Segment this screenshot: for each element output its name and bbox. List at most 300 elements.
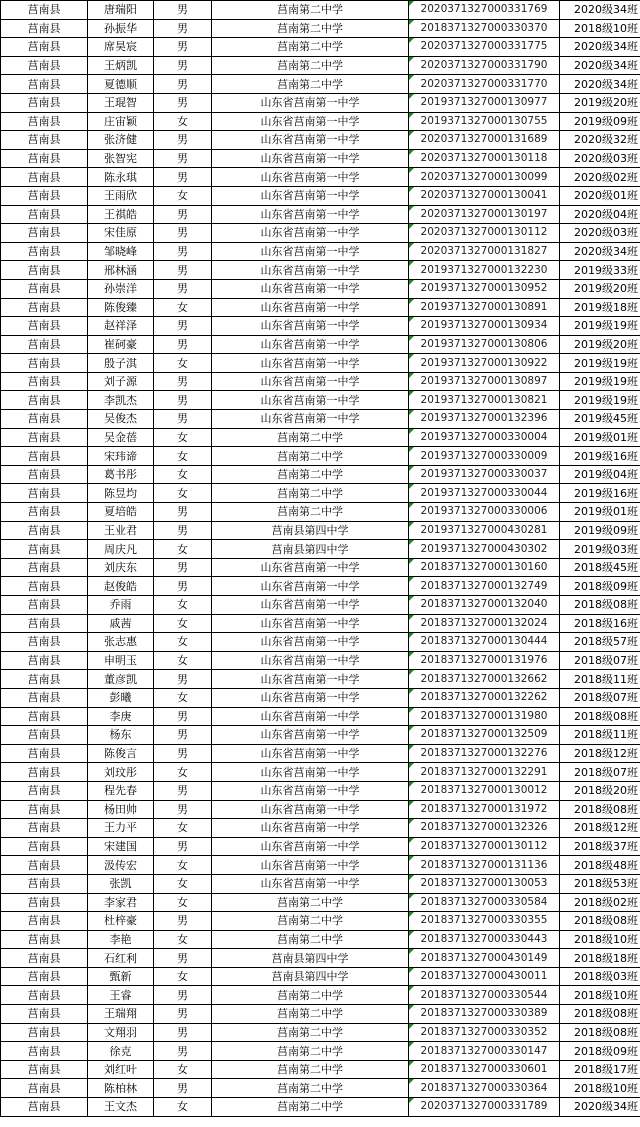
name-cell: 王雨欣: [88, 186, 154, 205]
gender-cell: 女: [154, 484, 212, 503]
student-id-cell: 2018371327000130160: [409, 558, 560, 577]
name-cell: 程先春: [88, 781, 154, 800]
student-id-cell: 2019371327000130806: [409, 335, 560, 354]
school-cell: 山东省莒南第一中学: [212, 688, 409, 707]
class-cell: 2019级19班: [560, 391, 640, 410]
school-cell: 山东省莒南第一中学: [212, 112, 409, 131]
school-cell: 莒南第二中学: [212, 1098, 409, 1117]
county-cell: 莒南县: [1, 744, 88, 763]
table-row: [1, 781, 640, 800]
class-cell: 2020级04班: [560, 205, 640, 224]
name-cell: 赵俊皓: [88, 577, 154, 596]
gender-cell: 男: [154, 503, 212, 522]
county-cell: 莒南县: [1, 856, 88, 875]
table-row: [1, 428, 640, 447]
school-cell: 山东省莒南第一中学: [212, 874, 409, 893]
student-id-cell: 2020371327000331789: [409, 1098, 560, 1117]
table-row: [1, 131, 640, 150]
school-cell: 山东省莒南第一中学: [212, 391, 409, 410]
school-cell: 山东省莒南第一中学: [212, 633, 409, 652]
class-cell: 2018级02班: [560, 893, 640, 912]
name-cell: 陈昱均: [88, 484, 154, 503]
table-row: [1, 503, 640, 522]
name-cell: 汲传宏: [88, 856, 154, 875]
student-id-cell: 2018371327000132291: [409, 763, 560, 782]
school-cell: 山东省莒南第一中学: [212, 354, 409, 373]
student-id-cell: 2019371327000330044: [409, 484, 560, 503]
name-cell: 宋玮谛: [88, 447, 154, 466]
class-cell: 2020级03班: [560, 224, 640, 243]
table-row: [1, 558, 640, 577]
name-cell: 张志惠: [88, 633, 154, 652]
name-cell: 孙崇洋: [88, 279, 154, 298]
school-cell: 山东省莒南第一中学: [212, 819, 409, 838]
student-id-cell: 2019371327000330037: [409, 465, 560, 484]
student-id-cell: 2018371327000132326: [409, 819, 560, 838]
table-row: [1, 707, 640, 726]
class-cell: 2020级02班: [560, 168, 640, 187]
gender-cell: 男: [154, 707, 212, 726]
name-cell: 乔雨: [88, 596, 154, 615]
table-row: [1, 856, 640, 875]
table-row: [1, 93, 640, 112]
school-cell: 山东省莒南第一中学: [212, 614, 409, 633]
gender-cell: 男: [154, 521, 212, 540]
school-cell: 山东省莒南第一中学: [212, 707, 409, 726]
gender-cell: 女: [154, 186, 212, 205]
gender-cell: 女: [154, 614, 212, 633]
name-cell: 王祺皓: [88, 205, 154, 224]
table-row: [1, 1098, 640, 1117]
table-row: [1, 75, 640, 94]
county-cell: 莒南县: [1, 19, 88, 38]
school-cell: 莒南第二中学: [212, 893, 409, 912]
table-row: [1, 688, 640, 707]
county-cell: 莒南县: [1, 503, 88, 522]
county-cell: 莒南县: [1, 149, 88, 168]
gender-cell: 女: [154, 596, 212, 615]
student-id-cell: 2019371327000130922: [409, 354, 560, 373]
name-cell: 甄新: [88, 967, 154, 986]
name-cell: 夏德顺: [88, 75, 154, 94]
name-cell: 夏培皓: [88, 503, 154, 522]
county-cell: 莒南县: [1, 763, 88, 782]
class-cell: 2020级34班: [560, 242, 640, 261]
student-id-cell: 2020371327000331769: [409, 1, 560, 20]
class-cell: 2019级16班: [560, 447, 640, 466]
county-cell: 莒南县: [1, 354, 88, 373]
student-id-cell: 2018371327000330544: [409, 986, 560, 1005]
county-cell: 莒南县: [1, 112, 88, 131]
class-cell: 2018级10班: [560, 986, 640, 1005]
name-cell: 李家君: [88, 893, 154, 912]
county-cell: 莒南县: [1, 1, 88, 20]
student-id-cell: 2020371327000130112: [409, 224, 560, 243]
student-id-cell: 2019371327000132396: [409, 410, 560, 429]
school-cell: 莒南县第四中学: [212, 949, 409, 968]
class-cell: 2019级16班: [560, 484, 640, 503]
school-cell: 莒南县第四中学: [212, 540, 409, 559]
name-cell: 戚茜: [88, 614, 154, 633]
name-cell: 王文杰: [88, 1098, 154, 1117]
table-row: [1, 447, 640, 466]
name-cell: 席昊宸: [88, 38, 154, 57]
county-cell: 莒南县: [1, 1023, 88, 1042]
name-cell: 彭曦: [88, 688, 154, 707]
class-cell: 2019级20班: [560, 279, 640, 298]
school-cell: 山东省莒南第一中学: [212, 298, 409, 317]
class-cell: 2018级37班: [560, 837, 640, 856]
county-cell: 莒南县: [1, 317, 88, 336]
class-cell: 2019级19班: [560, 354, 640, 373]
class-cell: 2018级11班: [560, 670, 640, 689]
county-cell: 莒南县: [1, 521, 88, 540]
table-row: [1, 354, 640, 373]
gender-cell: 女: [154, 1060, 212, 1079]
class-cell: 2020级34班: [560, 1, 640, 20]
gender-cell: 女: [154, 930, 212, 949]
name-cell: 文翔羽: [88, 1023, 154, 1042]
class-cell: 2018级12班: [560, 744, 640, 763]
class-cell: 2019级19班: [560, 372, 640, 391]
class-cell: 2019级03班: [560, 540, 640, 559]
gender-cell: 女: [154, 465, 212, 484]
county-cell: 莒南县: [1, 298, 88, 317]
gender-cell: 男: [154, 335, 212, 354]
gender-cell: 男: [154, 744, 212, 763]
county-cell: 莒南县: [1, 168, 88, 187]
school-cell: 莒南第二中学: [212, 1005, 409, 1024]
gender-cell: 男: [154, 558, 212, 577]
school-cell: 莒南县第四中学: [212, 521, 409, 540]
table-row: [1, 1079, 640, 1098]
table-row: [1, 112, 640, 131]
class-cell: 2018级08班: [560, 912, 640, 931]
gender-cell: 女: [154, 447, 212, 466]
student-id-cell: 2019371327000430302: [409, 540, 560, 559]
table-row: [1, 1005, 640, 1024]
class-cell: 2018级16班: [560, 614, 640, 633]
school-cell: 山东省莒南第一中学: [212, 577, 409, 596]
name-cell: 陈永琪: [88, 168, 154, 187]
class-cell: 2018级10班: [560, 19, 640, 38]
school-cell: 山东省莒南第一中学: [212, 335, 409, 354]
table-row: [1, 168, 640, 187]
table-row: [1, 298, 640, 317]
student-id-cell: 2020371327000130041: [409, 186, 560, 205]
county-cell: 莒南县: [1, 540, 88, 559]
student-id-cell: 2018371327000132749: [409, 577, 560, 596]
county-cell: 莒南县: [1, 38, 88, 57]
county-cell: 莒南县: [1, 633, 88, 652]
gender-cell: 男: [154, 800, 212, 819]
class-cell: 2018级57班: [560, 633, 640, 652]
student-id-cell: 2019371327000130952: [409, 279, 560, 298]
class-cell: 2018级08班: [560, 707, 640, 726]
class-cell: 2018级20班: [560, 781, 640, 800]
table-row: [1, 670, 640, 689]
gender-cell: 男: [154, 410, 212, 429]
name-cell: 杨东: [88, 726, 154, 745]
gender-cell: 女: [154, 540, 212, 559]
gender-cell: 女: [154, 1098, 212, 1117]
gender-cell: 男: [154, 781, 212, 800]
county-cell: 莒南县: [1, 651, 88, 670]
student-id-cell: 2018371327000131976: [409, 651, 560, 670]
class-cell: 2018级07班: [560, 651, 640, 670]
school-cell: 山东省莒南第一中学: [212, 93, 409, 112]
table-row: [1, 1042, 640, 1061]
student-id-cell: 2018371327000330147: [409, 1042, 560, 1061]
student-id-cell: 2020371327000130099: [409, 168, 560, 187]
table-row: [1, 930, 640, 949]
name-cell: 杨田帅: [88, 800, 154, 819]
class-cell: 2019级45班: [560, 410, 640, 429]
county-cell: 莒南县: [1, 372, 88, 391]
county-cell: 莒南县: [1, 261, 88, 280]
county-cell: 莒南县: [1, 967, 88, 986]
table-row: [1, 986, 640, 1005]
gender-cell: 女: [154, 428, 212, 447]
gender-cell: 男: [154, 56, 212, 75]
county-cell: 莒南县: [1, 224, 88, 243]
class-cell: 2018级08班: [560, 1023, 640, 1042]
school-cell: 莒南第二中学: [212, 1, 409, 20]
county-cell: 莒南县: [1, 335, 88, 354]
school-cell: 山东省莒南第一中学: [212, 372, 409, 391]
name-cell: 孙振华: [88, 19, 154, 38]
name-cell: 庄宙颖: [88, 112, 154, 131]
county-cell: 莒南县: [1, 242, 88, 261]
county-cell: 莒南县: [1, 56, 88, 75]
student-id-cell: 2018371327000132024: [409, 614, 560, 633]
table-row: [1, 893, 640, 912]
gender-cell: 女: [154, 967, 212, 986]
gender-cell: 男: [154, 149, 212, 168]
student-id-cell: 2018371327000430011: [409, 967, 560, 986]
name-cell: 李庚: [88, 707, 154, 726]
gender-cell: 男: [154, 577, 212, 596]
gender-cell: 男: [154, 986, 212, 1005]
table-row: [1, 819, 640, 838]
county-cell: 莒南县: [1, 577, 88, 596]
county-cell: 莒南县: [1, 819, 88, 838]
school-cell: 山东省莒南第一中学: [212, 800, 409, 819]
school-cell: 山东省莒南第一中学: [212, 279, 409, 298]
county-cell: 莒南县: [1, 391, 88, 410]
student-id-cell: 2020371327000331770: [409, 75, 560, 94]
table-row: [1, 19, 640, 38]
table-row: [1, 149, 640, 168]
student-id-cell: 2018371327000132040: [409, 596, 560, 615]
gender-cell: 男: [154, 1023, 212, 1042]
table-row: [1, 279, 640, 298]
class-cell: 2020级34班: [560, 38, 640, 57]
school-cell: 山东省莒南第一中学: [212, 410, 409, 429]
table-row: [1, 186, 640, 205]
class-cell: 2019级18班: [560, 298, 640, 317]
student-id-cell: 2019371327000130891: [409, 298, 560, 317]
school-cell: 山东省莒南第一中学: [212, 186, 409, 205]
gender-cell: 男: [154, 261, 212, 280]
name-cell: 石红利: [88, 949, 154, 968]
school-cell: 莒南第二中学: [212, 912, 409, 931]
gender-cell: 女: [154, 856, 212, 875]
gender-cell: 女: [154, 763, 212, 782]
county-cell: 莒南县: [1, 279, 88, 298]
class-cell: 2018级07班: [560, 763, 640, 782]
school-cell: 莒南第二中学: [212, 1060, 409, 1079]
class-cell: 2020级34班: [560, 56, 640, 75]
class-cell: 2018级07班: [560, 688, 640, 707]
school-cell: 山东省莒南第一中学: [212, 558, 409, 577]
school-cell: 山东省莒南第一中学: [212, 149, 409, 168]
class-cell: 2019级20班: [560, 335, 640, 354]
student-id-cell: 2019371327000330009: [409, 447, 560, 466]
student-id-cell: 2018371327000130112: [409, 837, 560, 856]
school-cell: 山东省莒南第一中学: [212, 242, 409, 261]
county-cell: 莒南县: [1, 484, 88, 503]
gender-cell: 男: [154, 837, 212, 856]
table-row: [1, 949, 640, 968]
class-cell: 2018级10班: [560, 930, 640, 949]
class-cell: 2018级08班: [560, 1005, 640, 1024]
school-cell: 山东省莒南第一中学: [212, 856, 409, 875]
table-row: [1, 596, 640, 615]
county-cell: 莒南县: [1, 707, 88, 726]
gender-cell: 男: [154, 75, 212, 94]
class-cell: 2018级12班: [560, 819, 640, 838]
table-row: [1, 56, 640, 75]
gender-cell: 男: [154, 1079, 212, 1098]
student-id-cell: 2020371327000131827: [409, 242, 560, 261]
county-cell: 莒南县: [1, 837, 88, 856]
county-cell: 莒南县: [1, 131, 88, 150]
school-cell: 莒南第二中学: [212, 1079, 409, 1098]
table-row: [1, 1, 640, 20]
gender-cell: 男: [154, 1042, 212, 1061]
gender-cell: 男: [154, 38, 212, 57]
gender-cell: 男: [154, 372, 212, 391]
name-cell: 殷子淇: [88, 354, 154, 373]
class-cell: 2020级01班: [560, 186, 640, 205]
name-cell: 赵祥泽: [88, 317, 154, 336]
class-cell: 2019级09班: [560, 521, 640, 540]
county-cell: 莒南县: [1, 1079, 88, 1098]
class-cell: 2019级01班: [560, 503, 640, 522]
school-cell: 莒南第二中学: [212, 503, 409, 522]
school-cell: 莒南第二中学: [212, 986, 409, 1005]
school-cell: 山东省莒南第一中学: [212, 131, 409, 150]
school-cell: 莒南第二中学: [212, 465, 409, 484]
student-id-cell: 2018371327000330355: [409, 912, 560, 931]
student-id-cell: 2019371327000330004: [409, 428, 560, 447]
name-cell: 刘庆东: [88, 558, 154, 577]
table-body: [1, 1, 640, 1117]
gender-cell: 男: [154, 1005, 212, 1024]
student-id-cell: 2018371327000330584: [409, 893, 560, 912]
student-id-cell: 2018371327000132662: [409, 670, 560, 689]
school-cell: 山东省莒南第一中学: [212, 205, 409, 224]
gender-cell: 男: [154, 19, 212, 38]
student-id-cell: 2019371327000132230: [409, 261, 560, 280]
student-id-cell: 2019371327000130897: [409, 372, 560, 391]
class-cell: 2018级11班: [560, 726, 640, 745]
name-cell: 刘子源: [88, 372, 154, 391]
name-cell: 葛书彤: [88, 465, 154, 484]
name-cell: 李艳: [88, 930, 154, 949]
table-row: [1, 242, 640, 261]
student-id-cell: 2018371327000132276: [409, 744, 560, 763]
county-cell: 莒南县: [1, 558, 88, 577]
class-cell: 2020级34班: [560, 1098, 640, 1117]
student-id-cell: 2018371327000430149: [409, 949, 560, 968]
gender-cell: 女: [154, 633, 212, 652]
class-cell: 2018级53班: [560, 874, 640, 893]
name-cell: 王睿: [88, 986, 154, 1005]
student-id-cell: 2018371327000330352: [409, 1023, 560, 1042]
gender-cell: 男: [154, 670, 212, 689]
table-row: [1, 837, 640, 856]
class-cell: 2018级48班: [560, 856, 640, 875]
name-cell: 刘红叶: [88, 1060, 154, 1079]
student-id-cell: 2018371327000130444: [409, 633, 560, 652]
table-row: [1, 205, 640, 224]
school-cell: 山东省莒南第一中学: [212, 726, 409, 745]
table-row: [1, 335, 640, 354]
county-cell: 莒南县: [1, 410, 88, 429]
county-cell: 莒南县: [1, 874, 88, 893]
student-id-cell: 2018371327000132509: [409, 726, 560, 745]
name-cell: 陈俊言: [88, 744, 154, 763]
class-cell: 2020级32班: [560, 131, 640, 150]
name-cell: 张济健: [88, 131, 154, 150]
gender-cell: 男: [154, 726, 212, 745]
county-cell: 莒南县: [1, 1042, 88, 1061]
name-cell: 张智宪: [88, 149, 154, 168]
table-row: [1, 540, 640, 559]
gender-cell: 女: [154, 688, 212, 707]
county-cell: 莒南县: [1, 726, 88, 745]
table-row: [1, 726, 640, 745]
student-id-cell: 2020371327000130197: [409, 205, 560, 224]
gender-cell: 女: [154, 112, 212, 131]
school-cell: 山东省莒南第一中学: [212, 781, 409, 800]
student-id-cell: 2018371327000131972: [409, 800, 560, 819]
county-cell: 莒南县: [1, 930, 88, 949]
student-id-cell: 2019371327000430281: [409, 521, 560, 540]
gender-cell: 男: [154, 168, 212, 187]
student-id-cell: 2018371327000130053: [409, 874, 560, 893]
class-cell: 2018级08班: [560, 800, 640, 819]
class-cell: 2018级09班: [560, 577, 640, 596]
school-cell: 莒南第二中学: [212, 447, 409, 466]
table-row: [1, 372, 640, 391]
name-cell: 申明玉: [88, 651, 154, 670]
table-row: [1, 967, 640, 986]
table-row: [1, 38, 640, 57]
name-cell: 邹晓峰: [88, 242, 154, 261]
student-id-cell: 2018371327000132262: [409, 688, 560, 707]
student-id-cell: 2019371327000330006: [409, 503, 560, 522]
name-cell: 董彦凯: [88, 670, 154, 689]
school-cell: 山东省莒南第一中学: [212, 670, 409, 689]
table-row: [1, 317, 640, 336]
gender-cell: 男: [154, 1, 212, 20]
school-cell: 山东省莒南第一中学: [212, 317, 409, 336]
student-id-cell: 2019371327000130755: [409, 112, 560, 131]
table-row: [1, 651, 640, 670]
